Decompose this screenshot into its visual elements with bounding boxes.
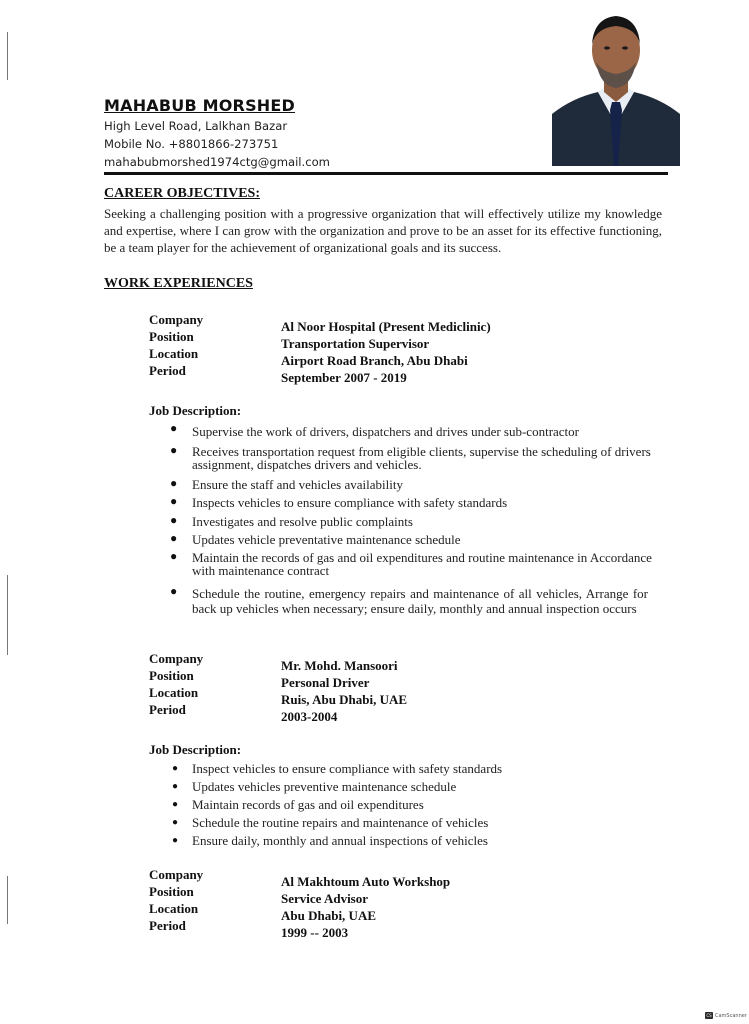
work-experiences-heading: WORK EXPERIENCES [104, 276, 253, 291]
scan-edge-mark [7, 876, 8, 924]
scan-edge-mark [7, 32, 8, 80]
job-2-description-heading: Job Description: [149, 742, 242, 757]
candidate-name: MAHABUB MORSHED [104, 96, 295, 115]
job-2-period: 2003-2004 [281, 709, 338, 724]
job-2-position: Personal Driver [281, 675, 370, 690]
position-label: Position [149, 668, 194, 683]
bullet-icon: ● [170, 584, 178, 598]
mobile-line: Mobile No. +8801866-273751 [104, 137, 279, 151]
position-label: Position [149, 329, 194, 344]
profile-photo-illustration [552, 6, 680, 166]
job-1-location: Airport Road Branch, Abu Dhabi [281, 353, 468, 368]
bullet-icon: ● [172, 763, 179, 774]
profile-photo [552, 6, 680, 166]
job-1-period: September 2007 - 2019 [281, 370, 407, 385]
job-1-duty: Inspects vehicles to ensure compliance with safety standards [192, 495, 508, 510]
company-label: Company [149, 312, 204, 327]
bullet-icon: ● [170, 549, 178, 563]
location-label: Location [149, 901, 199, 916]
period-label: Period [149, 702, 186, 717]
job-1-duty: Receives transportation request from eligible clients, supervise the scheduling of drivers assignment, dispatches drivers and vehicles. [192, 444, 651, 472]
company-label: Company [149, 867, 204, 882]
job-2-duty: Inspect vehicles to ensure compliance with safety standards [192, 761, 503, 776]
job-1-duty: Investigates and resolve public complaints [192, 514, 413, 529]
job-1-duty: Schedule the routine, emergency repairs and maintenance of all vehicles, Arrange for back up vehicles when necessary; ensure daily, monthly and annual inspection occurs [192, 586, 648, 616]
bullet-icon: ● [170, 443, 178, 457]
job-1-duty: Maintain the records of gas and oil expenditures and routine maintenance in Accordance with maintenance contract [192, 550, 652, 578]
job-2-duty: Maintain records of gas and oil expenditures [192, 797, 424, 812]
bullet-icon: ● [170, 476, 178, 490]
bullet-icon: ● [172, 781, 179, 792]
period-label: Period [149, 918, 186, 933]
bullet-icon: ● [172, 799, 179, 810]
job-1-duty: Ensure the staff and vehicles availability [192, 477, 403, 492]
career-objectives-text: Seeking a challenging position with a progressive organization that will effectively utilize my knowledge and expertise, where I can grow with the organization and prove to be an asset for its effective functioning, be a team player for the achievement of organizational goals and its success. [104, 206, 662, 255]
scan-edge-mark [7, 575, 8, 655]
camscanner-logo-icon: CS [706, 1013, 712, 1018]
watermark-text: CamScanner [715, 1012, 747, 1019]
position-label: Position [149, 884, 194, 899]
bullet-icon: ● [170, 513, 178, 527]
job-1-duty: Supervise the work of drivers, dispatchers and drives under sub-contractor [192, 424, 579, 439]
job-2-location: Ruis, Abu Dhabi, UAE [281, 692, 408, 707]
job-3-location: Abu Dhabi, UAE [281, 908, 377, 923]
job-3-position: Service Advisor [281, 891, 369, 906]
job-2-duty: Updates vehicles preventive maintenance schedule [192, 779, 457, 794]
bullet-icon: ● [170, 531, 178, 545]
job-3-period: 1999 -- 2003 [281, 925, 349, 940]
job-1-description-heading: Job Description: [149, 403, 242, 418]
scanner-watermark [705, 1012, 747, 1019]
bullet-icon: ● [170, 494, 178, 508]
bullet-icon: ● [172, 835, 179, 846]
job-1-position: Transportation Supervisor [281, 336, 430, 351]
location-label: Location [149, 346, 199, 361]
job-1-duty: Updates vehicle preventative maintenance schedule [192, 532, 461, 547]
job-2-duty: Ensure daily, monthly and annual inspections of vehicles [192, 833, 488, 848]
job-2-company: Mr. Mohd. Mansoori [281, 658, 398, 673]
job-3-company: Al Makhtoum Auto Workshop [281, 874, 451, 889]
job-2-duty: Schedule the routine repairs and maintenance of vehicles [192, 815, 489, 830]
bullet-icon: ● [170, 421, 178, 435]
job-1-company: Al Noor Hospital (Present Mediclinic) [281, 319, 491, 334]
location-label: Location [149, 685, 199, 700]
email-line: mahabubmorshed1974ctg@gmail.com [104, 155, 330, 169]
company-label: Company [149, 651, 204, 666]
period-label: Period [149, 363, 186, 378]
header-divider [104, 172, 668, 175]
career-objectives-heading: CAREER OBJECTIVES: [104, 186, 260, 201]
bullet-icon: ● [172, 817, 179, 828]
address-line: High Level Road, Lalkhan Bazar [104, 119, 288, 133]
